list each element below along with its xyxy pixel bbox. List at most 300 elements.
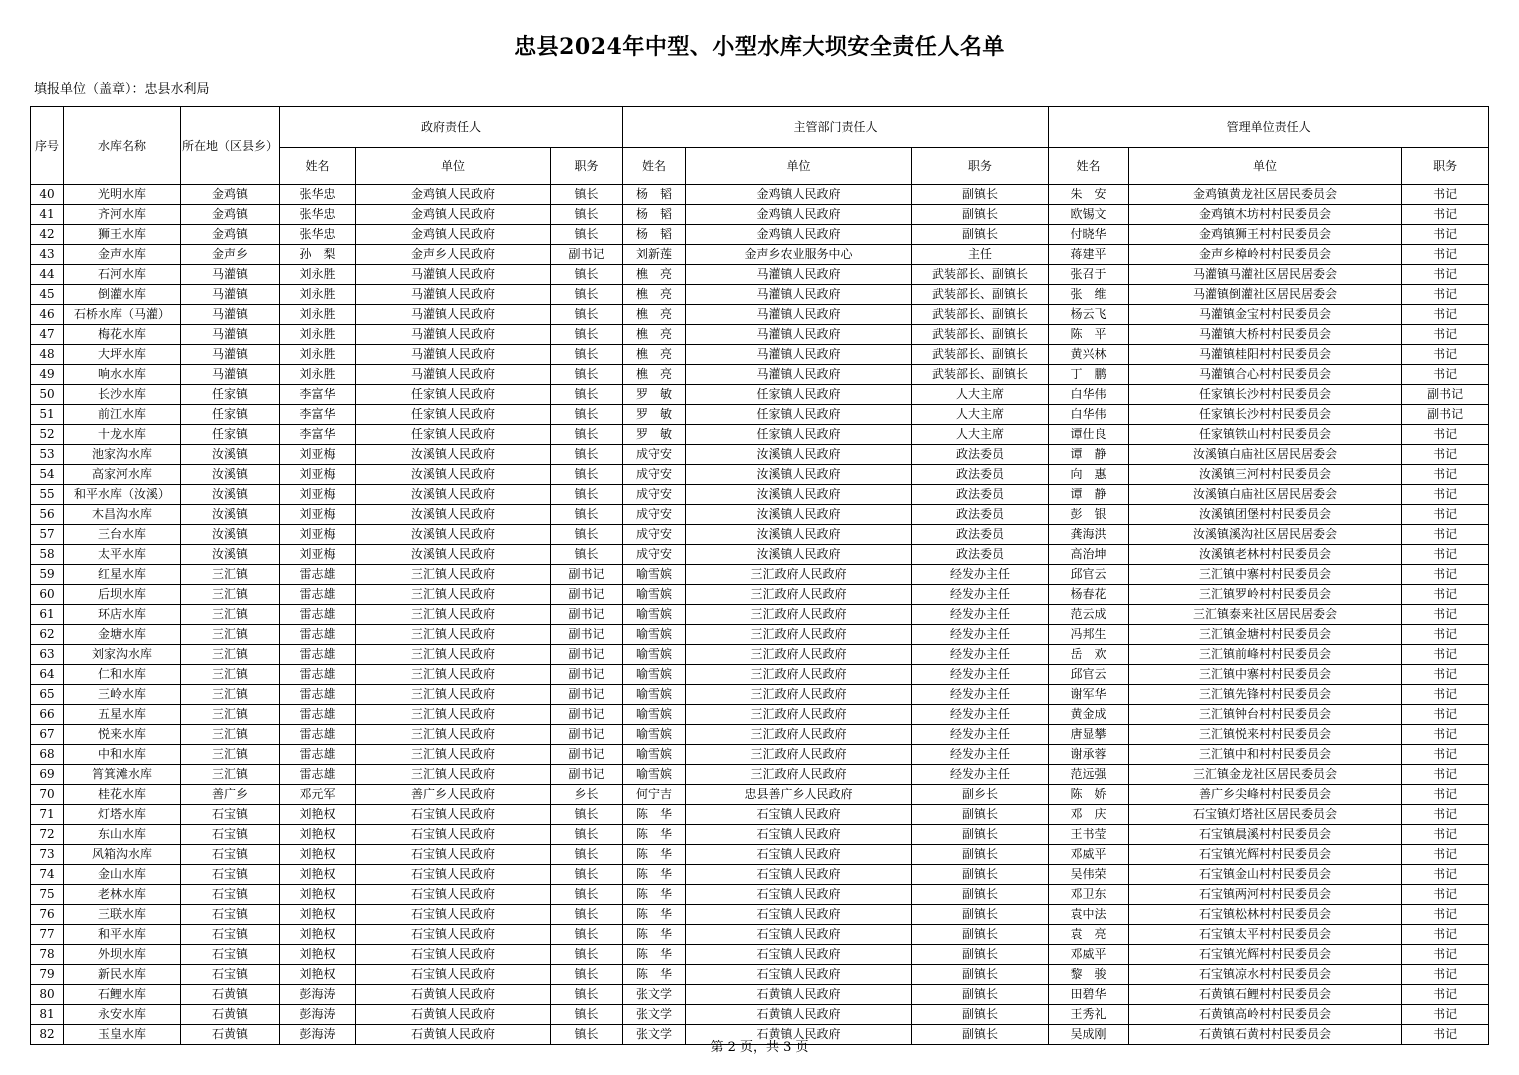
page-footer: 第 2 页，共 3 页 [710,1040,809,1055]
cell-location: 三汇镇 [181,565,280,585]
cell-dept-title: 副镇长 [912,845,1049,865]
cell-gov-title: 镇长 [551,265,623,285]
cell-reservoir-name: 和平水库（汝溪） [64,485,181,505]
cell-mgmt-unit: 马灌镇马灌社区居民居委会 [1129,265,1402,285]
cell-reservoir-name: 风箱沟水库 [64,845,181,865]
cell-mgmt-title: 书记 [1402,425,1489,445]
cell-dept-name: 何宁吉 [623,785,686,805]
cell-gov-name: 刘艳权 [280,945,356,965]
cell-mgmt-name: 龚海洪 [1049,525,1129,545]
cell-gov-unit: 汝溪镇人民政府 [356,545,551,565]
cell-gov-name: 刘亚梅 [280,545,356,565]
cell-dept-unit: 任家镇人民政府 [686,425,912,445]
cell-gov-name: 雷志雄 [280,725,356,745]
table-row [31,465,1489,485]
cell-gov-name: 彭海涛 [280,1005,356,1025]
cell-mgmt-name: 付晓华 [1049,225,1129,245]
table-row [31,985,1489,1005]
cell-gov-title: 副书记 [551,665,623,685]
cell-location: 汝溪镇 [181,545,280,565]
cell-gov-unit: 金鸡镇人民政府 [356,185,551,205]
cell-mgmt-title: 书记 [1402,485,1489,505]
header-dept-name: 姓名 [623,148,686,185]
cell-dept-name: 陈 华 [623,805,686,825]
cell-reservoir-name: 悦来水库 [64,725,181,745]
cell-gov-unit: 三汇镇人民政府 [356,745,551,765]
cell-dept-unit: 马灌镇人民政府 [686,285,912,305]
cell-dept-unit: 马灌镇人民政府 [686,265,912,285]
cell-mgmt-title: 书记 [1402,925,1489,945]
cell-location: 三汇镇 [181,745,280,765]
cell-location: 任家镇 [181,405,280,425]
cell-location: 金声乡 [181,245,280,265]
cell-mgmt-unit: 汝溪镇三河村村民委员会 [1129,465,1402,485]
cell-gov-title: 镇长 [551,205,623,225]
cell-dept-title: 副镇长 [912,885,1049,905]
cell-dept-title: 政法委员 [912,525,1049,545]
cell-seq: 51 [31,405,64,425]
cell-mgmt-unit: 三汇镇金塘村村民委员会 [1129,625,1402,645]
cell-mgmt-name: 朱 安 [1049,185,1129,205]
cell-location: 金鸡镇 [181,185,280,205]
cell-seq: 76 [31,905,64,925]
cell-reservoir-name: 灯塔水库 [64,805,181,825]
cell-gov-title: 副书记 [551,585,623,605]
cell-gov-name: 邓元军 [280,785,356,805]
cell-mgmt-title: 书记 [1402,305,1489,325]
cell-mgmt-name: 邓威平 [1049,845,1129,865]
cell-seq: 75 [31,885,64,905]
cell-seq: 64 [31,665,64,685]
cell-gov-unit: 石宝镇人民政府 [356,905,551,925]
cell-mgmt-unit: 马灌镇桂阳村村民委员会 [1129,345,1402,365]
cell-mgmt-name: 冯邦生 [1049,625,1129,645]
cell-gov-unit: 三汇镇人民政府 [356,685,551,705]
cell-dept-title: 副镇长 [912,825,1049,845]
cell-mgmt-unit: 汝溪镇白庙社区居民居委会 [1129,485,1402,505]
cell-location: 三汇镇 [181,685,280,705]
cell-seq: 44 [31,265,64,285]
cell-mgmt-unit: 汝溪镇团堡村村民委员会 [1129,505,1402,525]
cell-mgmt-name: 谭 静 [1049,485,1129,505]
cell-dept-unit: 石宝镇人民政府 [686,945,912,965]
cell-dept-name: 成守安 [623,465,686,485]
table-row [31,765,1489,785]
cell-mgmt-name: 邱官云 [1049,565,1129,585]
cell-seq: 49 [31,365,64,385]
cell-seq: 73 [31,845,64,865]
table-row [31,925,1489,945]
cell-dept-title: 武装部长、副镇长 [912,345,1049,365]
cell-gov-unit: 汝溪镇人民政府 [356,505,551,525]
cell-dept-name: 成守安 [623,545,686,565]
cell-gov-name: 刘永胜 [280,265,356,285]
cell-mgmt-title: 书记 [1402,205,1489,225]
cell-dept-title: 人大主席 [912,425,1049,445]
cell-mgmt-unit: 三汇镇中和村村民委员会 [1129,745,1402,765]
cell-dept-name: 喻雪嫔 [623,625,686,645]
cell-mgmt-unit: 三汇镇中寨村村民委员会 [1129,565,1402,585]
cell-gov-title: 镇长 [551,885,623,905]
cell-mgmt-title: 书记 [1402,685,1489,705]
cell-mgmt-name: 黄金成 [1049,705,1129,725]
cell-dept-name: 樵 亮 [623,365,686,385]
cell-location: 汝溪镇 [181,465,280,485]
cell-gov-title: 镇长 [551,305,623,325]
cell-reservoir-name: 十龙水库 [64,425,181,445]
cell-gov-unit: 石宝镇人民政府 [356,965,551,985]
cell-dept-unit: 石宝镇人民政府 [686,925,912,945]
cell-gov-unit: 马灌镇人民政府 [356,285,551,305]
cell-dept-name: 喻雪嫔 [623,605,686,625]
cell-mgmt-name: 吴成刚 [1049,1025,1129,1045]
cell-dept-name: 喻雪嫔 [623,665,686,685]
cell-dept-title: 经发办主任 [912,725,1049,745]
cell-mgmt-title: 书记 [1402,985,1489,1005]
header-location: 所在地（区县乡） [181,107,280,185]
cell-reservoir-name: 金塘水库 [64,625,181,645]
cell-mgmt-title: 书记 [1402,265,1489,285]
cell-reservoir-name: 光明水库 [64,185,181,205]
table-row [31,245,1489,265]
cell-mgmt-unit: 马灌镇倒灌社区居民居委会 [1129,285,1402,305]
cell-reservoir-name: 狮王水库 [64,225,181,245]
cell-dept-title: 武装部长、副镇长 [912,365,1049,385]
cell-location: 三汇镇 [181,725,280,745]
cell-dept-title: 副镇长 [912,865,1049,885]
cell-dept-name: 喻雪嫔 [623,565,686,585]
cell-mgmt-title: 书记 [1402,665,1489,685]
cell-mgmt-unit: 金鸡镇木坊村村民委员会 [1129,205,1402,225]
cell-gov-name: 雷志雄 [280,565,356,585]
cell-location: 石宝镇 [181,925,280,945]
cell-reservoir-name: 石河水库 [64,265,181,285]
cell-mgmt-title: 书记 [1402,325,1489,345]
table-row [31,525,1489,545]
cell-mgmt-title: 书记 [1402,1005,1489,1025]
cell-gov-name: 孙 梨 [280,245,356,265]
header-mgmt-unit: 单位 [1129,148,1402,185]
cell-gov-name: 刘亚梅 [280,445,356,465]
cell-location: 金鸡镇 [181,205,280,225]
cell-gov-unit: 任家镇人民政府 [356,425,551,445]
cell-seq: 61 [31,605,64,625]
header-seq: 序号 [31,107,64,185]
cell-gov-title: 镇长 [551,1005,623,1025]
cell-dept-title: 副镇长 [912,1025,1049,1045]
cell-mgmt-title: 书记 [1402,945,1489,965]
cell-gov-name: 刘艳权 [280,805,356,825]
cell-mgmt-title: 书记 [1402,285,1489,305]
cell-dept-title: 政法委员 [912,485,1049,505]
cell-gov-unit: 善广乡人民政府 [356,785,551,805]
cell-reservoir-name: 金山水库 [64,865,181,885]
cell-mgmt-title: 副书记 [1402,405,1489,425]
cell-location: 石宝镇 [181,805,280,825]
cell-gov-unit: 马灌镇人民政府 [356,365,551,385]
cell-gov-name: 刘艳权 [280,965,356,985]
cell-location: 马灌镇 [181,285,280,305]
cell-mgmt-name: 陈 娇 [1049,785,1129,805]
cell-dept-unit: 三汇政府人民政府 [686,625,912,645]
cell-reservoir-name: 石桥水库（马灌） [64,305,181,325]
cell-mgmt-title: 书记 [1402,445,1489,465]
cell-dept-unit: 金鸡镇人民政府 [686,185,912,205]
cell-mgmt-unit: 三汇镇先锋村村民委员会 [1129,685,1402,705]
cell-gov-name: 刘艳权 [280,825,356,845]
cell-dept-unit: 石宝镇人民政府 [686,825,912,845]
table-row [31,645,1489,665]
cell-dept-unit: 汝溪镇人民政府 [686,505,912,525]
table-row [31,825,1489,845]
cell-location: 金鸡镇 [181,225,280,245]
cell-dept-title: 经发办主任 [912,665,1049,685]
cell-mgmt-title: 书记 [1402,765,1489,785]
cell-gov-name: 彭海涛 [280,1025,356,1045]
table-row [31,325,1489,345]
cell-reservoir-name: 梅花水库 [64,325,181,345]
cell-seq: 77 [31,925,64,945]
cell-gov-title: 副书记 [551,645,623,665]
cell-dept-title: 经发办主任 [912,705,1049,725]
cell-dept-unit: 金声乡农业服务中心 [686,245,912,265]
cell-gov-name: 雷志雄 [280,685,356,705]
cell-mgmt-name: 张召于 [1049,265,1129,285]
cell-gov-title: 镇长 [551,805,623,825]
cell-gov-unit: 石宝镇人民政府 [356,805,551,825]
cell-gov-title: 镇长 [551,345,623,365]
cell-reservoir-name: 三联水库 [64,905,181,925]
cell-mgmt-title: 书记 [1402,465,1489,485]
cell-mgmt-title: 书记 [1402,845,1489,865]
cell-dept-name: 成守安 [623,485,686,505]
cell-dept-unit: 马灌镇人民政府 [686,365,912,385]
cell-gov-name: 彭海涛 [280,985,356,1005]
cell-dept-name: 喻雪嫔 [623,705,686,725]
header-gov-title: 职务 [551,148,623,185]
cell-mgmt-title: 书记 [1402,245,1489,265]
cell-dept-title: 人大主席 [912,405,1049,425]
cell-seq: 62 [31,625,64,645]
cell-dept-name: 罗 敏 [623,425,686,445]
cell-mgmt-name: 邓卫东 [1049,885,1129,905]
cell-gov-title: 副书记 [551,725,623,745]
cell-dept-name: 杨 韬 [623,205,686,225]
page-title: 忠县2024年中型、小型水库大坝安全责任人名单 [514,34,1005,60]
cell-dept-name: 刘新莲 [623,245,686,265]
cell-mgmt-unit: 汝溪镇白庙社区居民居委会 [1129,445,1402,465]
cell-mgmt-unit: 石宝镇金山村村民委员会 [1129,865,1402,885]
cell-gov-unit: 石宝镇人民政府 [356,845,551,865]
cell-dept-title: 副镇长 [912,985,1049,1005]
table-row [31,565,1489,585]
cell-mgmt-unit: 石宝镇灯塔社区居民委员会 [1129,805,1402,825]
cell-location: 汝溪镇 [181,445,280,465]
cell-dept-title: 政法委员 [912,445,1049,465]
cell-mgmt-title: 书记 [1402,505,1489,525]
cell-mgmt-unit: 三汇镇金龙社区居民委员会 [1129,765,1402,785]
table-row [31,865,1489,885]
cell-mgmt-name: 高治坤 [1049,545,1129,565]
cell-mgmt-name: 向 惠 [1049,465,1129,485]
cell-gov-unit: 石宝镇人民政府 [356,945,551,965]
cell-gov-title: 镇长 [551,465,623,485]
cell-location: 三汇镇 [181,625,280,645]
cell-dept-title: 副镇长 [912,805,1049,825]
cell-dept-unit: 汝溪镇人民政府 [686,445,912,465]
cell-gov-unit: 三汇镇人民政府 [356,565,551,585]
cell-seq: 41 [31,205,64,225]
cell-gov-unit: 马灌镇人民政府 [356,345,551,365]
cell-seq: 57 [31,525,64,545]
cell-seq: 66 [31,705,64,725]
cell-seq: 40 [31,185,64,205]
cell-dept-title: 经发办主任 [912,585,1049,605]
cell-gov-title: 镇长 [551,385,623,405]
cell-seq: 59 [31,565,64,585]
cell-dept-unit: 三汇政府人民政府 [686,765,912,785]
cell-gov-title: 镇长 [551,485,623,505]
table-row [31,685,1489,705]
cell-gov-title: 镇长 [551,525,623,545]
cell-seq: 74 [31,865,64,885]
cell-gov-title: 乡长 [551,785,623,805]
cell-seq: 72 [31,825,64,845]
cell-dept-name: 陈 华 [623,845,686,865]
cell-reservoir-name: 老林水库 [64,885,181,905]
cell-reservoir-name: 东山水库 [64,825,181,845]
cell-gov-title: 副书记 [551,745,623,765]
cell-mgmt-name: 袁中法 [1049,905,1129,925]
cell-mgmt-unit: 石宝镇太平村村民委员会 [1129,925,1402,945]
cell-mgmt-name: 谭 静 [1049,445,1129,465]
table-row [31,485,1489,505]
cell-gov-title: 镇长 [551,865,623,885]
cell-dept-unit: 石宝镇人民政府 [686,805,912,825]
cell-seq: 65 [31,685,64,705]
cell-gov-unit: 任家镇人民政府 [356,405,551,425]
cell-dept-name: 樵 亮 [623,325,686,345]
table-row [31,885,1489,905]
cell-location: 马灌镇 [181,305,280,325]
cell-gov-name: 刘艳权 [280,905,356,925]
cell-seq: 48 [31,345,64,365]
cell-location: 马灌镇 [181,365,280,385]
cell-mgmt-name: 黎 骏 [1049,965,1129,985]
cell-gov-title: 镇长 [551,985,623,1005]
cell-mgmt-title: 书记 [1402,185,1489,205]
cell-mgmt-name: 蒋建平 [1049,245,1129,265]
cell-location: 三汇镇 [181,765,280,785]
cell-gov-unit: 马灌镇人民政府 [356,305,551,325]
cell-location: 任家镇 [181,385,280,405]
cell-dept-title: 政法委员 [912,465,1049,485]
table-row [31,445,1489,465]
cell-dept-title: 武装部长、副镇长 [912,305,1049,325]
cell-gov-title: 镇长 [551,1025,623,1045]
cell-dept-title: 副镇长 [912,925,1049,945]
cell-mgmt-name: 邓 庆 [1049,805,1129,825]
cell-location: 任家镇 [181,425,280,445]
table-row [31,385,1489,405]
cell-dept-name: 陈 华 [623,905,686,925]
table-row [31,705,1489,725]
cell-dept-title: 政法委员 [912,545,1049,565]
cell-reservoir-name: 池家沟水库 [64,445,181,465]
cell-mgmt-unit: 任家镇铁山村村民委员会 [1129,425,1402,445]
cell-mgmt-title: 书记 [1402,525,1489,545]
cell-dept-unit: 石黄镇人民政府 [686,1025,912,1045]
cell-seq: 52 [31,425,64,445]
cell-mgmt-name: 袁 亮 [1049,925,1129,945]
cell-dept-unit: 三汇政府人民政府 [686,725,912,745]
table-row [31,785,1489,805]
cell-mgmt-unit: 石黄镇石黄村村民委员会 [1129,1025,1402,1045]
cell-dept-unit: 马灌镇人民政府 [686,325,912,345]
cell-reservoir-name: 金声水库 [64,245,181,265]
table-row [31,545,1489,565]
cell-gov-title: 镇长 [551,225,623,245]
cell-gov-unit: 汝溪镇人民政府 [356,485,551,505]
cell-seq: 69 [31,765,64,785]
cell-mgmt-unit: 石宝镇晨溪村村民委员会 [1129,825,1402,845]
cell-dept-title: 副乡长 [912,785,1049,805]
cell-mgmt-name: 唐显攀 [1049,725,1129,745]
table-row [31,265,1489,285]
cell-gov-unit: 三汇镇人民政府 [356,605,551,625]
cell-gov-name: 刘永胜 [280,305,356,325]
cell-dept-name: 罗 敏 [623,385,686,405]
cell-gov-name: 李富华 [280,405,356,425]
cell-dept-title: 经发办主任 [912,765,1049,785]
cell-gov-title: 副书记 [551,605,623,625]
cell-dept-unit: 汝溪镇人民政府 [686,465,912,485]
cell-mgmt-unit: 石宝镇凉水村村民委员会 [1129,965,1402,985]
cell-reservoir-name: 新民水库 [64,965,181,985]
cell-dept-unit: 石宝镇人民政府 [686,885,912,905]
cell-mgmt-title: 书记 [1402,345,1489,365]
cell-gov-title: 副书记 [551,245,623,265]
cell-location: 三汇镇 [181,705,280,725]
cell-dept-unit: 三汇政府人民政府 [686,665,912,685]
cell-mgmt-unit: 马灌镇大桥村村民委员会 [1129,325,1402,345]
cell-dept-name: 樵 亮 [623,345,686,365]
cell-mgmt-unit: 三汇镇悦来村村民委员会 [1129,725,1402,745]
cell-mgmt-unit: 三汇镇泰来社区居民居委会 [1129,605,1402,625]
cell-dept-unit: 三汇政府人民政府 [686,585,912,605]
cell-reservoir-name: 和平水库 [64,925,181,945]
table-row [31,585,1489,605]
cell-seq: 42 [31,225,64,245]
cell-dept-unit: 石宝镇人民政府 [686,905,912,925]
cell-dept-name: 成守安 [623,505,686,525]
cell-mgmt-unit: 三汇镇中寨村村民委员会 [1129,665,1402,685]
cell-gov-unit: 三汇镇人民政府 [356,705,551,725]
table-row [31,285,1489,305]
cell-seq: 67 [31,725,64,745]
cell-dept-title: 主任 [912,245,1049,265]
cell-mgmt-name: 吴伟荣 [1049,865,1129,885]
cell-reservoir-name: 三台水库 [64,525,181,545]
cell-location: 三汇镇 [181,665,280,685]
cell-reservoir-name: 响水水库 [64,365,181,385]
cell-gov-title: 副书记 [551,765,623,785]
cell-dept-name: 陈 华 [623,925,686,945]
table-body [31,185,1489,1045]
cell-mgmt-title: 书记 [1402,365,1489,385]
cell-mgmt-title: 书记 [1402,805,1489,825]
cell-gov-title: 镇长 [551,845,623,865]
